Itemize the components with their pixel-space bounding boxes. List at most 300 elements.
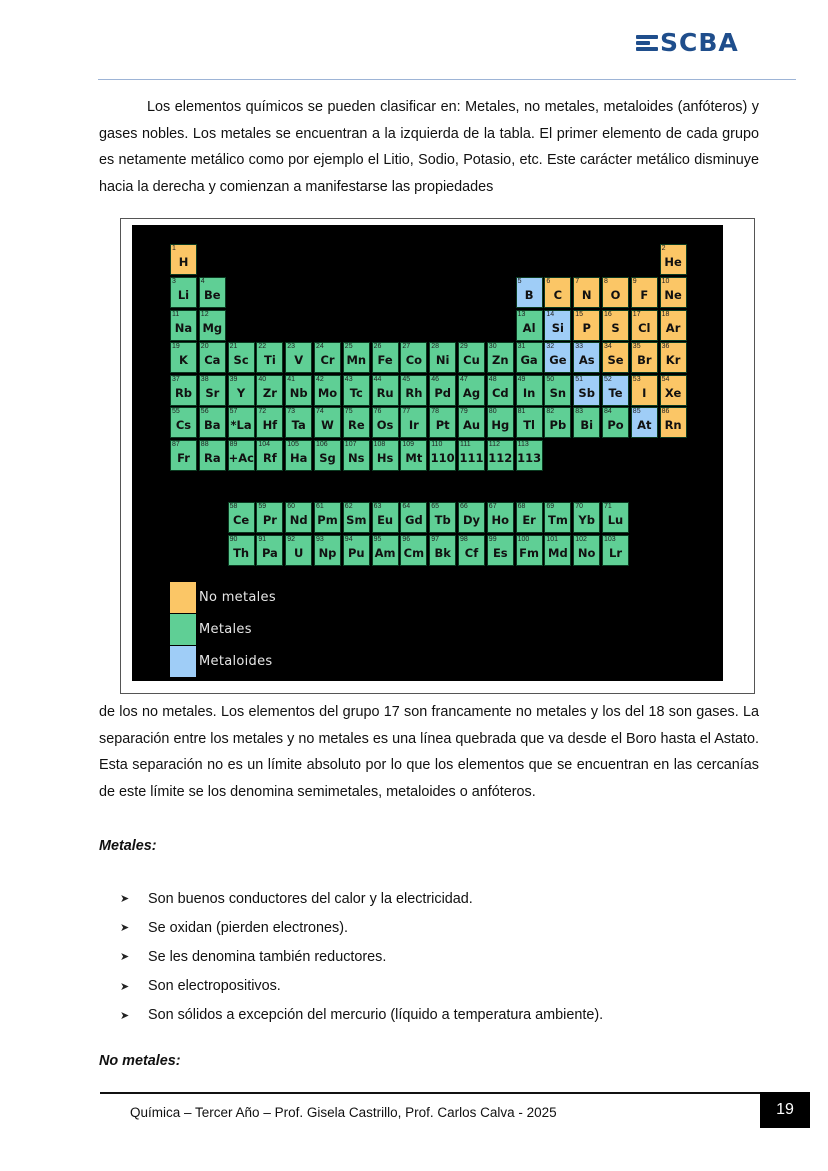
atomic-number: 72 xyxy=(258,408,267,415)
atomic-number: 10 xyxy=(661,278,670,285)
element-cell-tl xyxy=(516,407,543,438)
list-item-text: Son sólidos a excepción del mercurio (líquido a temperatura ambiente). xyxy=(148,1007,604,1024)
atomic-number: 92 xyxy=(287,536,295,543)
element-symbol: Yb xyxy=(578,513,595,527)
element-symbol: +Ac xyxy=(228,451,254,465)
element-symbol: Se xyxy=(607,353,624,367)
element-symbol: U xyxy=(294,546,304,560)
element-cell-no xyxy=(573,535,600,566)
element-symbol: Ba xyxy=(204,418,221,432)
atomic-number: 103 xyxy=(604,536,616,543)
atomic-number: 102 xyxy=(575,536,587,543)
element-symbol: Cm xyxy=(403,546,425,560)
element-symbol: Ru xyxy=(376,386,394,400)
atomic-number: 61 xyxy=(316,503,324,510)
atomic-number: 96 xyxy=(402,536,411,543)
element-cell-pr xyxy=(256,502,283,533)
element-symbol: Ni xyxy=(435,353,450,367)
element-symbol: Pr xyxy=(262,513,277,527)
list-item xyxy=(120,972,603,1001)
element-symbol: Hs xyxy=(376,451,394,465)
atomic-number: 84 xyxy=(604,408,612,415)
element-cell-i xyxy=(631,375,658,406)
element-symbol: Eu xyxy=(377,513,394,527)
element-symbol: Bi xyxy=(580,418,594,432)
atomic-number: 19 xyxy=(172,343,180,350)
atomic-number: 104 xyxy=(258,441,271,448)
atomic-number: 1 xyxy=(172,245,176,252)
atomic-number: 101 xyxy=(546,536,559,543)
element-symbol: Pd xyxy=(434,386,452,400)
atomic-number: 99 xyxy=(488,536,497,543)
atomic-number: 18 xyxy=(661,311,670,318)
atomic-number: 44 xyxy=(373,376,382,383)
element-cell-ge xyxy=(544,342,571,373)
atomic-number: 16 xyxy=(604,311,612,318)
element-cell-lr xyxy=(602,535,629,566)
element-cell-li xyxy=(170,277,197,308)
element-cell-pt xyxy=(429,407,456,438)
element-cell-pm xyxy=(314,502,341,533)
atomic-number: 105 xyxy=(287,441,299,448)
atomic-number: 15 xyxy=(575,311,583,318)
element-symbol: Pb xyxy=(549,418,567,432)
element-cell-am xyxy=(372,535,399,566)
legend-item-nonmetal xyxy=(170,582,276,613)
element-symbol: Lr xyxy=(609,546,622,560)
element-symbol: Rn xyxy=(664,418,682,432)
element-cell-sr xyxy=(199,375,226,406)
element-cell-ne xyxy=(660,277,687,308)
element-symbol: Li xyxy=(177,288,190,302)
section-heading-no-metales: No metales: xyxy=(99,1053,181,1069)
element-cell-es xyxy=(487,535,514,566)
atomic-number: 51 xyxy=(575,376,583,383)
atomic-number: 54 xyxy=(661,376,670,383)
atomic-number: 68 xyxy=(517,503,526,510)
logo-lines-icon xyxy=(636,35,658,51)
element-symbol: N xyxy=(581,288,592,302)
atomic-number: 8 xyxy=(604,278,608,285)
element-cell-mo xyxy=(314,375,341,406)
element-symbol: Cd xyxy=(491,386,509,400)
atomic-number: 14 xyxy=(546,311,555,318)
element-cell-f xyxy=(631,277,658,308)
element-cell-ho xyxy=(487,502,514,533)
element-cell-er xyxy=(516,502,543,533)
element-symbol: Ga xyxy=(520,353,538,367)
element-cell-pd xyxy=(429,375,456,406)
element-symbol: Ar xyxy=(665,321,681,335)
element-cell-br xyxy=(631,342,658,373)
element-cell-sc xyxy=(228,342,255,373)
atomic-number: 80 xyxy=(488,408,497,415)
element-symbol: Gd xyxy=(405,513,423,527)
atomic-number: 97 xyxy=(431,536,439,543)
element-symbol: Ns xyxy=(348,451,365,465)
element-cell-cd xyxy=(487,375,514,406)
atomic-number: 109 xyxy=(402,441,415,448)
atomic-number: 12 xyxy=(200,311,209,318)
element-cell-zr xyxy=(256,375,283,406)
footer-text: Química – Tercer Año – Prof. Gisela Castrillo, Prof. Carlos Calva - 2025 xyxy=(130,1105,557,1120)
element-cell-at xyxy=(631,407,658,438)
element-symbol: Lu xyxy=(607,513,624,527)
element-symbol: 110 xyxy=(430,451,455,465)
element-symbol: Si xyxy=(551,321,564,335)
legend-swatch-nonmetal xyxy=(170,582,196,613)
atomic-number: 47 xyxy=(460,376,468,383)
list-item-text: Son buenos conductores del calor y la electricidad. xyxy=(148,890,473,907)
atomic-number: 46 xyxy=(431,376,439,383)
element-symbol: Sr xyxy=(205,386,220,400)
element-cell-lu xyxy=(602,502,629,533)
element-cell-ga xyxy=(516,342,543,373)
element-cell-sm xyxy=(343,502,370,533)
atomic-number: 62 xyxy=(344,503,353,510)
element-symbol: H xyxy=(178,255,189,269)
element-cell-fr xyxy=(170,440,197,471)
element-symbol: No xyxy=(577,546,596,560)
element-symbol: Cf xyxy=(464,546,479,560)
element-cell-yb xyxy=(573,502,600,533)
element-symbol: Er xyxy=(522,513,536,527)
atomic-number: 5 xyxy=(517,278,522,285)
element-cell-sg xyxy=(314,440,341,471)
atomic-number: 49 xyxy=(517,376,526,383)
logo-text: SCBA xyxy=(660,28,739,57)
element-symbol: Am xyxy=(374,546,396,560)
atomic-number: 78 xyxy=(431,408,439,415)
atomic-number: 31 xyxy=(517,343,526,350)
atomic-number: 113 xyxy=(517,441,529,448)
element-cell-tm xyxy=(544,502,571,533)
element-symbol: Co xyxy=(405,353,423,367)
element-cell-pa xyxy=(256,535,283,566)
element-cell-be xyxy=(199,277,226,308)
footer-divider xyxy=(100,1092,760,1094)
atomic-number: 22 xyxy=(258,343,267,350)
atomic-number: 107 xyxy=(344,441,357,448)
atomic-number: 25 xyxy=(344,343,353,350)
element-cell-mt xyxy=(400,440,427,471)
element-cell-mn xyxy=(343,342,370,373)
element-symbol: Br xyxy=(637,353,652,367)
element-symbol: Fm xyxy=(519,546,540,560)
atomic-number: 34 xyxy=(604,343,612,350)
element-cell-nd xyxy=(285,502,312,533)
atomic-number: 71 xyxy=(604,503,612,510)
element-symbol: Zr xyxy=(262,386,277,400)
element-symbol: Rb xyxy=(174,386,193,400)
element-symbol: Pm xyxy=(317,513,338,527)
element-symbol: Nd xyxy=(289,513,308,527)
element-symbol: Ti xyxy=(263,353,276,367)
element-symbol: *La xyxy=(230,418,252,432)
atomic-number: 29 xyxy=(460,343,468,350)
element-symbol: C xyxy=(553,288,563,302)
element-cell-fm xyxy=(516,535,543,566)
element-cell-110 xyxy=(429,440,456,471)
element-symbol: 113 xyxy=(517,451,542,465)
atomic-number: 21 xyxy=(229,343,238,350)
element-symbol: Sg xyxy=(319,451,336,465)
legend-label: Metaloides xyxy=(199,654,273,669)
element-cell-he xyxy=(660,244,687,275)
element-symbol: V xyxy=(294,353,304,367)
element-symbol: Nb xyxy=(289,386,308,400)
element-symbol: Mn xyxy=(346,353,367,367)
atomic-number: 106 xyxy=(316,441,328,448)
element-cell-rf xyxy=(256,440,283,471)
atomic-number: 100 xyxy=(517,536,530,543)
element-symbol: Pt xyxy=(435,418,450,432)
element-cell-ba xyxy=(199,407,226,438)
legend-swatch-metalloid xyxy=(170,646,196,677)
element-symbol: Rf xyxy=(262,451,277,465)
element-cell-ha xyxy=(285,440,312,471)
atomic-number: 45 xyxy=(402,376,411,383)
arrowhead-bullet-icon: ➤ xyxy=(120,980,130,993)
atomic-number: 111 xyxy=(460,441,471,448)
element-cell-112 xyxy=(487,440,514,471)
element-cell-pu xyxy=(343,535,370,566)
element-cell-cl xyxy=(631,310,658,341)
element-symbol: Th xyxy=(233,546,250,560)
element-cell-bi xyxy=(573,407,600,438)
element-symbol: At xyxy=(637,418,652,432)
element-symbol: Fe xyxy=(377,353,393,367)
element-cell-al xyxy=(516,310,543,341)
list-item xyxy=(120,942,603,971)
element-cell-na xyxy=(170,310,197,341)
arrowhead-bullet-icon: ➤ xyxy=(120,1009,130,1022)
element-symbol: Sn xyxy=(549,386,567,400)
atomic-number: 79 xyxy=(460,408,468,415)
list-item xyxy=(120,913,603,942)
atomic-number: 32 xyxy=(546,343,555,350)
element-cell-gd xyxy=(400,502,427,533)
atomic-number: 38 xyxy=(200,376,209,383)
atomic-number: 41 xyxy=(287,376,295,383)
element-cell-ce xyxy=(228,502,255,533)
element-symbol: Cr xyxy=(320,353,335,367)
element-cell-111 xyxy=(458,440,485,471)
atomic-number: 55 xyxy=(172,408,180,415)
atomic-number: 26 xyxy=(373,343,382,350)
atomic-number: 91 xyxy=(258,536,267,543)
element-symbol: As xyxy=(578,353,595,367)
atomic-number: 112 xyxy=(488,441,500,448)
atomic-number: 4 xyxy=(200,278,205,285)
atomic-number: 94 xyxy=(344,536,353,543)
atomic-number: 52 xyxy=(604,376,612,383)
atomic-number: 33 xyxy=(575,343,583,350)
atomic-number: 7 xyxy=(575,278,580,285)
element-symbol: Bk xyxy=(434,546,451,560)
element-cell-ac xyxy=(228,440,255,471)
element-cell-ni xyxy=(429,342,456,373)
atomic-number: 73 xyxy=(287,408,295,415)
element-cell-ns xyxy=(343,440,370,471)
atomic-number: 98 xyxy=(460,536,468,543)
element-cell-os xyxy=(372,407,399,438)
element-cell-hs xyxy=(372,440,399,471)
element-cell-ra xyxy=(199,440,226,471)
element-symbol: Y xyxy=(236,386,246,400)
element-cell-kr xyxy=(660,342,687,373)
atomic-number: 56 xyxy=(200,408,209,415)
element-cell-md xyxy=(544,535,571,566)
element-symbol: Ge xyxy=(549,353,567,367)
atomic-number: 67 xyxy=(488,503,497,510)
element-symbol: Zn xyxy=(492,353,509,367)
element-symbol: Ag xyxy=(462,386,481,400)
atomic-number: 23 xyxy=(287,343,295,350)
element-cell-rb xyxy=(170,375,197,406)
atomic-number: 76 xyxy=(373,408,382,415)
element-symbol: Ha xyxy=(289,451,308,465)
element-cell-y xyxy=(228,375,255,406)
atomic-number: 89 xyxy=(229,441,238,448)
element-cell-te xyxy=(602,375,629,406)
element-symbol: Ce xyxy=(232,513,250,527)
element-cell-cm xyxy=(400,535,427,566)
element-cell-cu xyxy=(458,342,485,373)
element-symbol: Po xyxy=(607,418,624,432)
element-symbol: Rh xyxy=(405,386,423,400)
element-cell-sn xyxy=(544,375,571,406)
arrowhead-bullet-icon: ➤ xyxy=(120,951,130,964)
element-symbol: Mg xyxy=(202,321,223,335)
atomic-number: 42 xyxy=(316,376,324,383)
atomic-number: 64 xyxy=(402,503,411,510)
element-cell-bk xyxy=(429,535,456,566)
atomic-number: 53 xyxy=(632,376,641,383)
element-symbol: Te xyxy=(608,386,623,400)
element-cell-b xyxy=(516,277,543,308)
element-cell-p xyxy=(573,310,600,341)
atomic-number: 95 xyxy=(373,536,382,543)
atomic-number: 58 xyxy=(229,503,238,510)
atomic-number: 48 xyxy=(488,376,497,383)
element-symbol: Ne xyxy=(664,288,682,302)
element-symbol: I xyxy=(642,386,647,400)
element-cell-fe xyxy=(372,342,399,373)
atomic-number: 83 xyxy=(575,408,583,415)
atomic-number: 35 xyxy=(632,343,641,350)
element-cell-la xyxy=(228,407,255,438)
element-cell-mg xyxy=(199,310,226,341)
element-symbol: Ta xyxy=(291,418,306,432)
atomic-number: 74 xyxy=(316,408,324,415)
atomic-number: 36 xyxy=(661,343,670,350)
page-number: 19 xyxy=(760,1092,810,1128)
element-cell-tc xyxy=(343,375,370,406)
element-cell-113 xyxy=(516,440,543,471)
element-symbol: Os xyxy=(376,418,394,432)
element-cell-ir xyxy=(400,407,427,438)
element-cell-po xyxy=(602,407,629,438)
legend-swatch-metal xyxy=(170,614,196,645)
element-cell-au xyxy=(458,407,485,438)
atomic-number: 69 xyxy=(546,503,555,510)
element-symbol: Tb xyxy=(434,513,451,527)
atomic-number: 108 xyxy=(373,441,386,448)
element-cell-eu xyxy=(372,502,399,533)
element-cell-cr xyxy=(314,342,341,373)
element-symbol: Na xyxy=(174,321,193,335)
escba-logo xyxy=(636,30,739,56)
element-cell-k xyxy=(170,342,197,373)
element-cell-co xyxy=(400,342,427,373)
element-cell-np xyxy=(314,535,341,566)
arrowhead-bullet-icon: ➤ xyxy=(120,922,130,935)
element-cell-u xyxy=(285,535,312,566)
element-symbol: P xyxy=(582,321,591,335)
atomic-number: 13 xyxy=(517,311,526,318)
atomic-number: 59 xyxy=(258,503,267,510)
element-symbol: Sc xyxy=(233,353,249,367)
element-cell-hf xyxy=(256,407,283,438)
atomic-number: 28 xyxy=(431,343,439,350)
atomic-number: 86 xyxy=(661,408,670,415)
element-symbol: Sb xyxy=(578,386,595,400)
section-heading-metales: Metales: xyxy=(99,838,157,854)
element-cell-tb xyxy=(429,502,456,533)
element-symbol: Au xyxy=(462,418,481,432)
atomic-number: 43 xyxy=(344,376,353,383)
element-cell-as xyxy=(573,342,600,373)
element-cell-xe xyxy=(660,375,687,406)
continuation-paragraph: de los no metales. Los elementos del grupo 17 son francamente no metales y los del 18 son gases. La separación entre los metales y no metales es una línea quebrada que va desde el Boro hasta el Astato. Esta separación no es un límite absoluto por lo que los elementos que se encuentran en las cercanías de este límite se los denomina semimetales, metaloides o anfóteros. xyxy=(99,704,759,800)
element-cell-n xyxy=(573,277,600,308)
element-symbol: K xyxy=(179,353,188,367)
element-cell-ca xyxy=(199,342,226,373)
element-cell-w xyxy=(314,407,341,438)
metales-bullet-list xyxy=(120,884,603,1030)
element-symbol: Tc xyxy=(349,386,363,400)
element-symbol: Fr xyxy=(177,451,190,465)
atomic-number: 57 xyxy=(229,408,238,415)
atomic-number: 70 xyxy=(575,503,583,510)
element-cell-h xyxy=(170,244,197,275)
element-symbol: Hg xyxy=(491,418,510,432)
element-cell-sb xyxy=(573,375,600,406)
intro-paragraph: Los elementos químicos se pueden clasificar en: Metales, no metales, metaloides (anfóteros) y gases nobles. Los metales se encuentran a la izquierda de la tabla. El primer elemento de cada grupo es netamente metálico como por ejemplo el Litio, Sodio, Potasio, etc. Este carácter metálico disminuye hacia la derecha y comienzan a manifestarse las propiedades xyxy=(99,99,759,195)
atomic-number: 110 xyxy=(431,441,443,448)
element-cell-ti xyxy=(256,342,283,373)
element-cell-hg xyxy=(487,407,514,438)
legend-item-metalloid xyxy=(170,646,272,677)
element-cell-rn xyxy=(660,407,687,438)
element-cell-pb xyxy=(544,407,571,438)
atomic-number: 75 xyxy=(344,408,353,415)
element-cell-v xyxy=(285,342,312,373)
periodic-table xyxy=(132,225,723,681)
element-symbol: Kr xyxy=(665,353,681,367)
list-item xyxy=(120,1001,603,1030)
element-symbol: F xyxy=(640,288,649,302)
element-symbol: Tm xyxy=(547,513,568,527)
element-symbol: Pu xyxy=(347,546,365,560)
atomic-number: 3 xyxy=(172,278,176,285)
element-symbol: Cl xyxy=(638,321,651,335)
atomic-number: 37 xyxy=(172,376,180,383)
element-symbol: W xyxy=(321,418,334,432)
element-symbol: He xyxy=(664,255,682,269)
element-symbol: 111 xyxy=(459,451,484,465)
